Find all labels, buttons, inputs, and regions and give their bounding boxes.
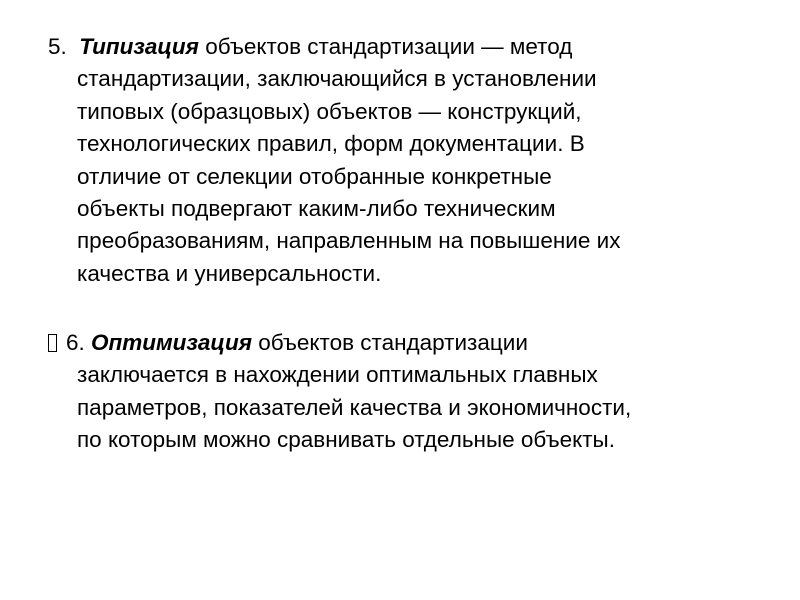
paragraph-line: преобразованиям, направленным на повышение их — [77, 228, 621, 254]
paragraph-line: отличие от селекции отобранные конкретные — [77, 163, 552, 189]
paragraph-line: технологических правил, форм документации. В — [77, 131, 585, 157]
paragraph-line: стандартизации, заключающийся в установлении — [77, 66, 597, 92]
paragraph-line: по которым можно сравнивать отдельные объекты. — [77, 427, 615, 453]
paragraph-typization — [48, 31, 748, 290]
item-number: 6. — [66, 330, 85, 355]
paragraph-line — [48, 31, 748, 63]
paragraph-line: качества и универсальности. — [77, 260, 382, 286]
item-number: 5. — [48, 34, 67, 59]
term-typization: Типизация — [79, 34, 199, 59]
term-optimization: Оптимизация — [91, 330, 252, 355]
missing-glyph-box-icon — [48, 334, 57, 352]
paragraph-line: параметров, показателей качества и экономичности, — [77, 394, 632, 420]
paragraph-line: заключается в нахождении оптимальных главных — [77, 362, 598, 388]
paragraph-line: объекты подвергают каким-либо техническим — [77, 196, 556, 222]
paragraph-optimization — [48, 327, 748, 457]
paragraph-line — [48, 327, 748, 359]
paragraph-line: типовых (образцовых) объектов — конструкций, — [77, 98, 582, 124]
paragraph-text: объектов стандартизации — [251, 330, 528, 355]
paragraph-text: объектов стандартизации — метод — [198, 34, 573, 59]
